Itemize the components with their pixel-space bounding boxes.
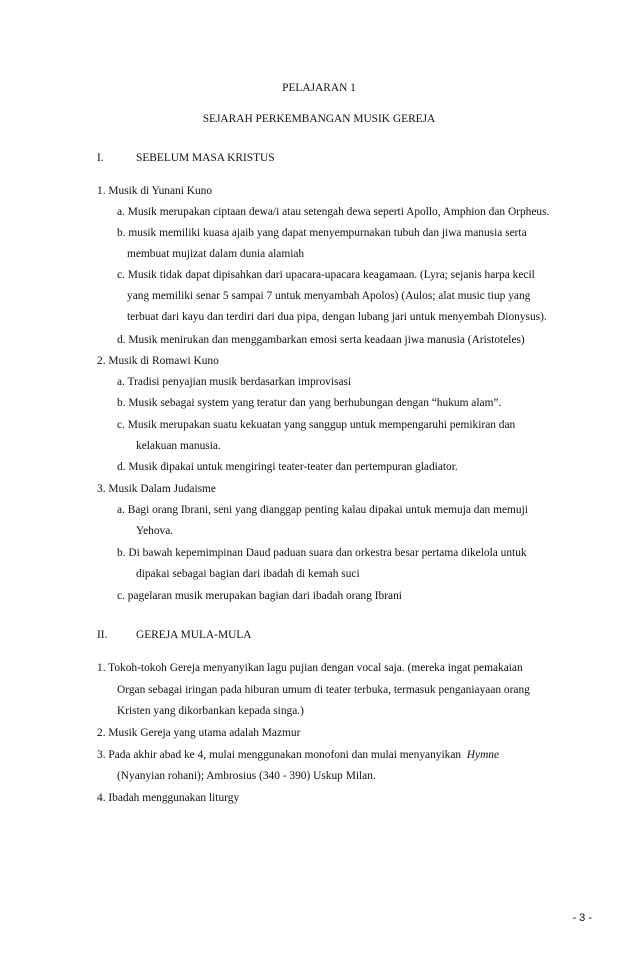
item-3-b-line2: dipakai sebagai bagian dari ibadah di kemah suci bbox=[136, 568, 360, 580]
sec2-item-2: 2. Musik Gereja yang utama adalah Mazmur bbox=[97, 727, 301, 739]
item-1-b-line2: membuat mujizat dalam dunia alamiah bbox=[127, 248, 305, 260]
sec2-item-1-line1: 1. Tokoh-tokoh Gereja menyanyikan lagu pujian dengan vocal saja. (mereka ingat pemakaian bbox=[97, 662, 523, 674]
section-2-number: II. bbox=[97, 629, 108, 641]
item-1-d: d. Musik menirukan dan menggambarkan emosi serta keadaan jiwa manusia (Aristoteles) bbox=[117, 334, 525, 346]
item-3-title: 3. Musik Dalam Judaisme bbox=[97, 483, 216, 495]
item-1-b-line1: b. musik memiliki kuasa ajaib yang dapat menyempurnakan tubuh dan jiwa manusia serta bbox=[117, 227, 527, 239]
item-1-a: a. Musik merupakan ciptaan dewa/i atau setengah dewa seperti Apollo, Amphion dan Orpheus. bbox=[117, 206, 550, 218]
item-3-c: c. pagelaran musik merupakan bagian dari ibadah orang Ibrani bbox=[117, 590, 402, 602]
item-2-c-line1: c. Musik merupakan suatu kekuatan yang sanggup untuk mempengaruhi pemikiran dan bbox=[117, 419, 516, 431]
section-2-heading: GEREJA MULA-MULA bbox=[136, 629, 252, 641]
item-1-c-line1: c. Musik tidak dapat dipisahkan dari upacara-upacara keagamaan. (Lyra; sejanis harpa kecil bbox=[117, 269, 535, 281]
item-2-a: a. Tradisi penyajian musik berdasarkan improvisasi bbox=[117, 376, 352, 388]
item-1-c-line2: yang memiliki senar 5 sampai 7 untuk menyambah Apolos) (Aulos; alat music tiup yang bbox=[127, 290, 531, 302]
sec2-item-1-line2: Organ sebagai iringan pada hiburan umum di teater terbuka, termasuk penganiayaan orang bbox=[117, 684, 530, 696]
item-1-c-line3: terbuat dari kayu dan terdiri dari dua pipa, dengan lubang jari untuk menyembah Dionysus). bbox=[127, 311, 547, 323]
sec2-item-4: 4. Ibadah menggunakan liturgy bbox=[97, 792, 240, 804]
item-2-c-line2: kelakuan manusia. bbox=[136, 440, 221, 452]
item-2-b: b. Musik sebagai system yang teratur dan yang berhubungan dengan “hukum alam”. bbox=[117, 397, 502, 409]
item-1-title: 1. Musik di Yunani Kuno bbox=[97, 185, 213, 197]
section-1-heading: SEBELUM MASA KRISTUS bbox=[136, 152, 275, 164]
item-3-a-line2: Yehova. bbox=[136, 525, 174, 537]
document-title: SEJARAH PERKEMBANGAN MUSIK GEREJA bbox=[202, 113, 436, 125]
sec2-item-3-line2: (Nyanyian rohani); Ambrosius (340 - 390) Uskup Milan. bbox=[117, 770, 376, 782]
section-1-number: I. bbox=[97, 152, 104, 164]
item-3-b-line1: b. Di bawah kepemimpinan Daud paduan suara dan orkestra besar pertama dikelola untuk bbox=[117, 547, 527, 559]
page-number: - 3 - bbox=[572, 912, 592, 924]
sec2-item-3-line1 bbox=[97, 748, 499, 762]
sec2-item-1-line3: Kristen yang dikorbankan kepada singa.) bbox=[117, 705, 304, 717]
sec2-item-3-text: 3. Pada akhir abad ke 4, mulai menggunakan monofoni dan mulai menyanyikan bbox=[97, 749, 462, 761]
item-3-a-line1: a. Bagi orang Ibrani, seni yang dianggap penting kalau dipakai untuk memuja dan memuji bbox=[117, 504, 528, 516]
item-2-d: d. Musik dipakai untuk mengiringi teater-teater dan pertempuran gladiator. bbox=[117, 461, 458, 473]
hymne-term: Hymne bbox=[466, 749, 500, 761]
item-2-title: 2. Musik di Romawi Kuno bbox=[97, 355, 219, 367]
lesson-number: PELAJARAN 1 bbox=[282, 82, 356, 94]
